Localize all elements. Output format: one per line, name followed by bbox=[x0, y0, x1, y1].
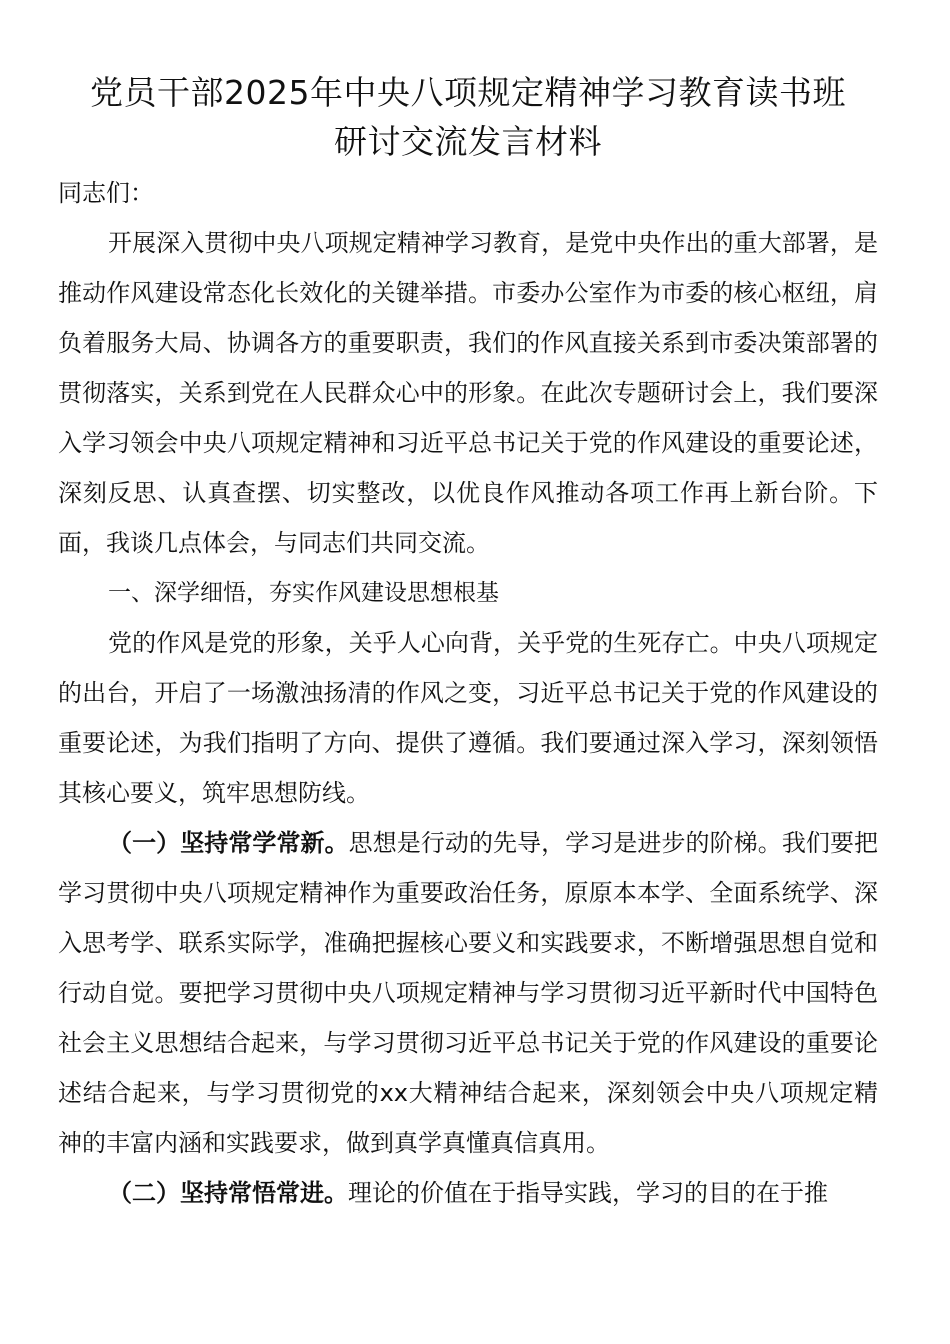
section-1-paragraph: 党的作风是党的形象，关乎人心向背，关乎党的生死存亡。中央八项规定的出台，开启了一场激浊扬清的作风之变，习近平总书记关于党的作风建设的重要论述，为我们指明了方向、提供了遵循。我们要通过深入学习，深刻领悟其核心要义，筑牢思想防线。 bbox=[58, 629, 878, 807]
intro-paragraph: 开展深入贯彻中央八项规定精神学习教育，是党中央作出的重大部署，是推动作风建设常态化长效化的关键举措。市委办公室作为市委的核心枢纽，肩负着服务大局、协调各方的重要职责，我们的作风直接关系到市委决策部署的贯彻落实，关系到党在人民群众心中的形象。在此次专题研讨会上，我们要深入学习领会中央八项规定精神和习近平总书记关于党的作风建设的重要论述，深刻反思、认真查摆、切实整改，以优良作风推动各项工作再上新台阶。下面，我谈几点体会，与同志们共同交流。 bbox=[58, 229, 878, 557]
salutation: 同志们： bbox=[58, 179, 154, 207]
subsection-2-paragraph bbox=[58, 1168, 878, 1218]
subsection-1-label: （一）坚持常学常新。 bbox=[108, 829, 349, 857]
section-1-heading: 一、深学细悟，夯实作风建设思想根基 bbox=[108, 580, 499, 606]
subsection-2-label: （二）坚持常悟常进。 bbox=[108, 1179, 348, 1207]
document-body bbox=[58, 168, 878, 1218]
subsection-1-text: 思想是行动的先导，学习是进步的阶梯。我们要把学习贯彻中央八项规定精神作为重要政治任务，原原本本学、全面系统学、深入思考学、联系实际学，准确把握核心要义和实践要求，不断增强思想自觉和行动自觉。要把学习贯彻中央八项规定精神与学习贯彻习近平新时代中国特色社会主义思想结合起来，与学习贯彻习近平总书记关于党的作风建设的重要论述结合起来，与学习贯彻党的xx大精神结合起来，深刻领会中央八项规定精神的丰富内涵和实践要求，做到真学真懂真信真用。 bbox=[58, 829, 879, 1157]
subsection-2-text: 理论的价值在于指导实践，学习的目的在于推 bbox=[348, 1179, 828, 1207]
title-line-1: 党员干部2025年中央八项规定精神学习教育读书班 bbox=[90, 73, 846, 112]
subsection-1-paragraph bbox=[58, 818, 878, 1168]
document-title bbox=[58, 68, 878, 166]
title-line-2: 研讨交流发言材料 bbox=[334, 122, 602, 161]
